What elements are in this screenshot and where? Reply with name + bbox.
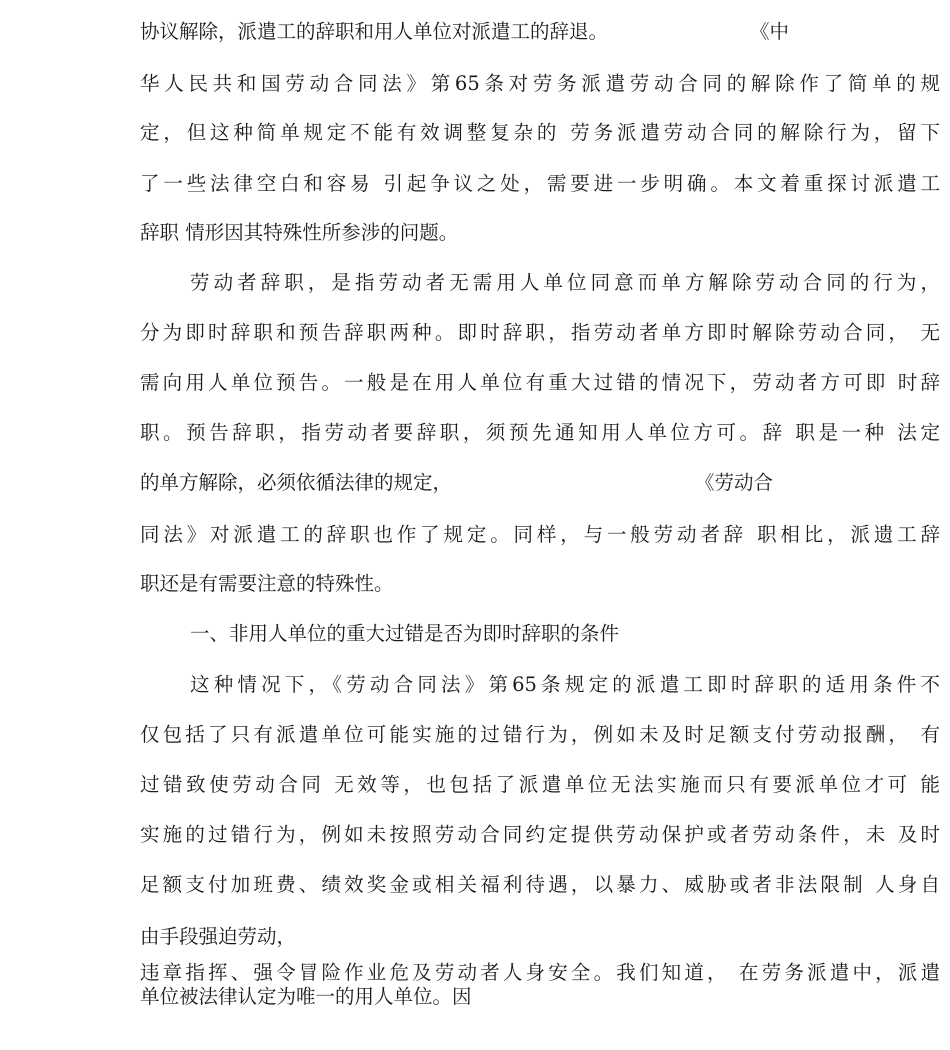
text-line: 单位被法律认定为唯一的用人单位。因 bbox=[140, 985, 472, 1008]
text-line: 由手段强迫劳动， bbox=[140, 925, 297, 948]
text-line: 实施的过错行为，例如未按照劳动合同约定提供劳动保护或者劳动条件，未 及时 bbox=[140, 823, 940, 846]
text-line: 职还是有需要注意的特殊性。 bbox=[140, 572, 394, 595]
text-line: 《劳动合 bbox=[695, 471, 774, 494]
text-line: 劳动者辞职，是指劳动者无需用人单位同意而单方解除劳动合同的行为， bbox=[190, 271, 940, 294]
text-line: 定，但这种简单规定不能有效调整复杂的 劳务派遣劳动合同的解除行为，留下 bbox=[140, 121, 940, 144]
section-heading: 一、非用人单位的重大过错是否为即时辞职的条件 bbox=[190, 622, 620, 645]
text-line: 了一些法律空白和容易 引起争议之处，需要进一步明确。本文着重探讨派遣工 bbox=[140, 172, 940, 195]
text-line: 的单方解除，必须依循法律的规定， bbox=[140, 471, 453, 494]
text-line: 过错致使劳动合同 无效等，也包括了派遣单位无法实施而只有要派单位才可 能 bbox=[140, 773, 940, 796]
text-line: 仅包括了只有派遣单位可能实施的过错行为，例如未及时足额支付劳动报酬， 有 bbox=[140, 723, 940, 746]
text-line: 需向用人单位预告。一般是在用人单位有重大过错的情况下，劳动者方可即 时辞 bbox=[140, 371, 940, 394]
text-line: 足额支付加班费、绩效奖金或相关福利待遇，以暴力、威胁或者非法限制 人身自 bbox=[140, 873, 940, 896]
text-line: 违章指挥、强令冒险作业危及劳动者人身安全。我们知道， 在劳务派遣中，派遣 bbox=[140, 961, 940, 984]
text-line: 辞职 情形因其特殊性所参涉的问题。 bbox=[140, 221, 459, 244]
text-line: 《中 bbox=[750, 20, 790, 43]
text-line: 职。预告辞职，指劳动者要辞职，须预先通知用人单位方可。辞 职是一种 法定 bbox=[140, 421, 940, 444]
text-line: 华人民共和国劳动合同法》第65条对劳务派遣劳动合同的解除作了简单的规 bbox=[140, 72, 940, 95]
text-line: 这种情况下，《劳动合同法》第65条规定的派遣工即时辞职的适用条件不 bbox=[190, 673, 940, 696]
text-line: 同法》对派遣工的辞职也作了规定。同样，与一般劳动者辞 职相比，派遗工辞 bbox=[140, 523, 940, 546]
text-line: 协议解除，派遣工的辞职和用人单位对派遣工的辞退。 bbox=[140, 20, 609, 43]
text-line: 分为即时辞职和预告辞职两种。即时辞职，指劳动者单方即时解除劳动合同， 无 bbox=[140, 321, 940, 344]
